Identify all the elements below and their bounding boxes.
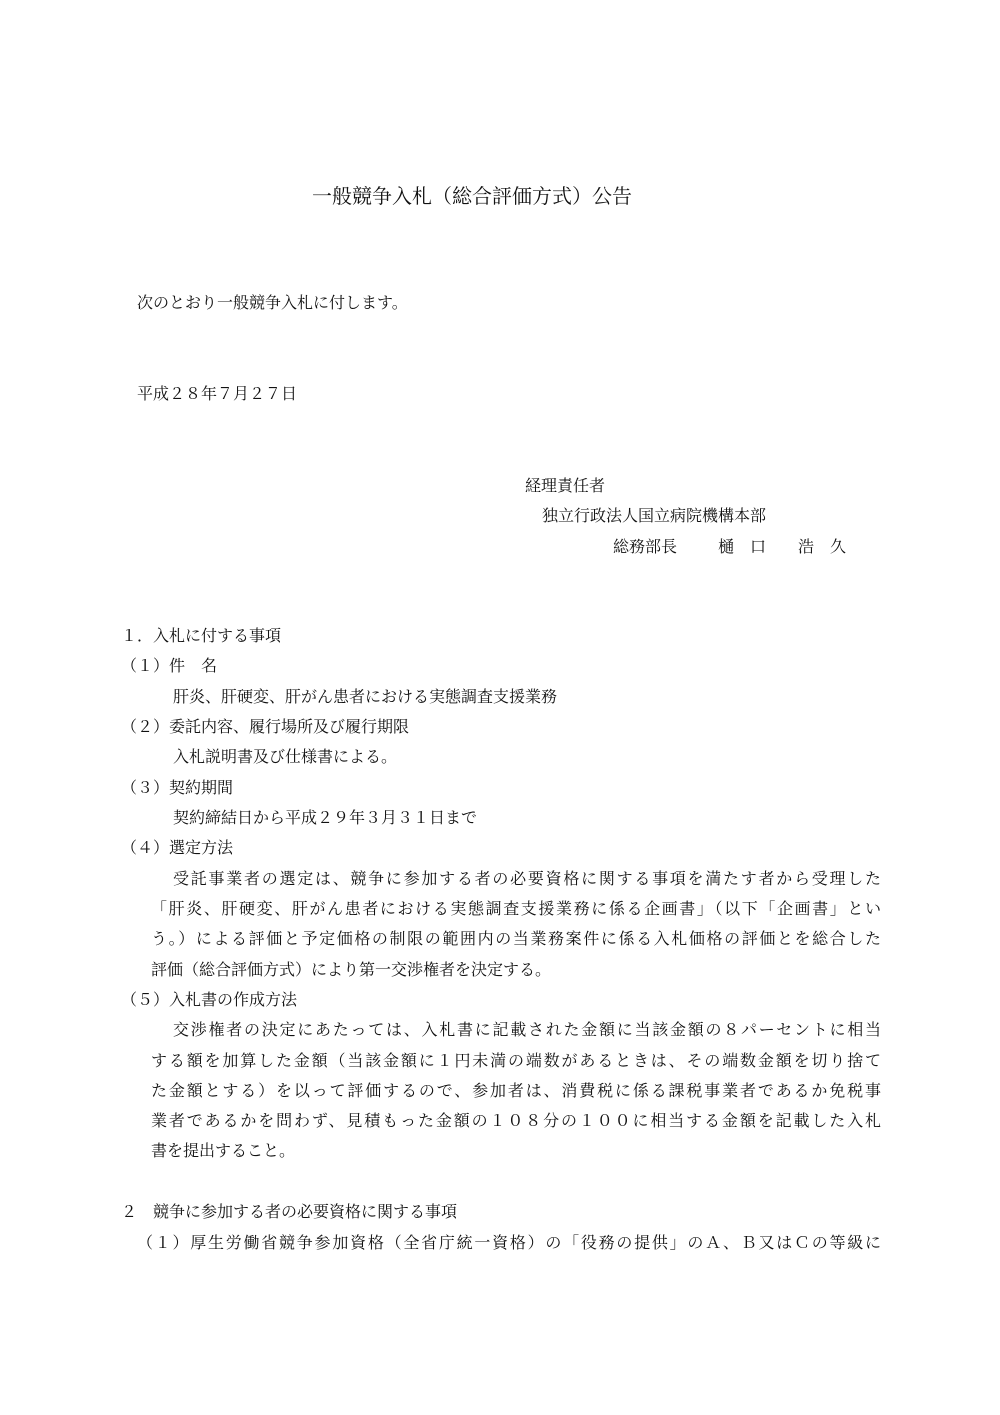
section2-item: （１）厚生労働省競争参加資格（全省庁統一資格）の「役務の提供」のＡ、Ｂ又はＣの等級に — [137, 1233, 881, 1252]
item-body: 書を提出すること。 — [151, 1141, 296, 1160]
item-label: （５）入札書の作成方法 — [121, 990, 298, 1009]
item-label: （４）選定方法 — [121, 838, 234, 857]
issuer-organization: 独立行政法人国立病院機構本部 — [542, 506, 767, 525]
item-body: 肝炎、肝硬変、肝がん患者における実態調査支援業務 — [173, 687, 558, 706]
item-body: する額を加算した金額（当該金額に１円未満の端数があるときは、その端数金額を切り捨て — [151, 1051, 881, 1070]
item-body: 受託事業者の選定は、競争に参加する者の必要資格に関する事項を満たす者から受理した — [173, 869, 881, 888]
issuer-role: 経理責任者 — [525, 476, 606, 495]
item-label: （２）委託内容、履行場所及び履行期限 — [121, 717, 410, 736]
section1-heading: １．入札に付する事項 — [121, 626, 282, 645]
item-body: 業者であるかを問わず、見積もった金額の１０８分の１００に相当する金額を記載した入札 — [151, 1111, 881, 1130]
item-body: う。）による評価と予定価格の制限の範囲内の当業務案件に係る入札価格の評価とを総合した — [151, 929, 881, 948]
item-body: 交渉権者の決定にあたっては、入札書に記載された金額に当該金額の８パーセントに相当 — [173, 1020, 881, 1039]
item-label: （３）契約期間 — [121, 778, 234, 797]
item-body: 入札説明書及び仕様書による。 — [173, 747, 398, 766]
issuer-name: 樋 口 浩 久 — [718, 537, 847, 556]
item-body: た金額とする）を以って評価するので、参加者は、消費税に係る課税事業者であるか免税事 — [151, 1081, 881, 1100]
item-label: （１）件 名 — [121, 656, 218, 675]
item-body: 契約締結日から平成２９年３月３１日まで — [173, 808, 478, 827]
item-body: 「肝炎、肝硬変、肝がん患者における実態調査支援業務に係る企画書」（以下「企画書」とい — [151, 899, 881, 918]
section2-heading: ２ 競争に参加する者の必要資格に関する事項 — [121, 1202, 458, 1221]
item-body: 評価（総合評価方式）により第一交渉権者を決定する。 — [151, 960, 552, 979]
intro-text: 次のとおり一般競争入札に付します。 — [137, 293, 408, 312]
page-title: 一般競争入札（総合評価方式）公告 — [312, 184, 632, 208]
issuer-position: 総務部長 — [613, 537, 678, 556]
announcement-date: 平成２８年７月２７日 — [137, 384, 298, 403]
